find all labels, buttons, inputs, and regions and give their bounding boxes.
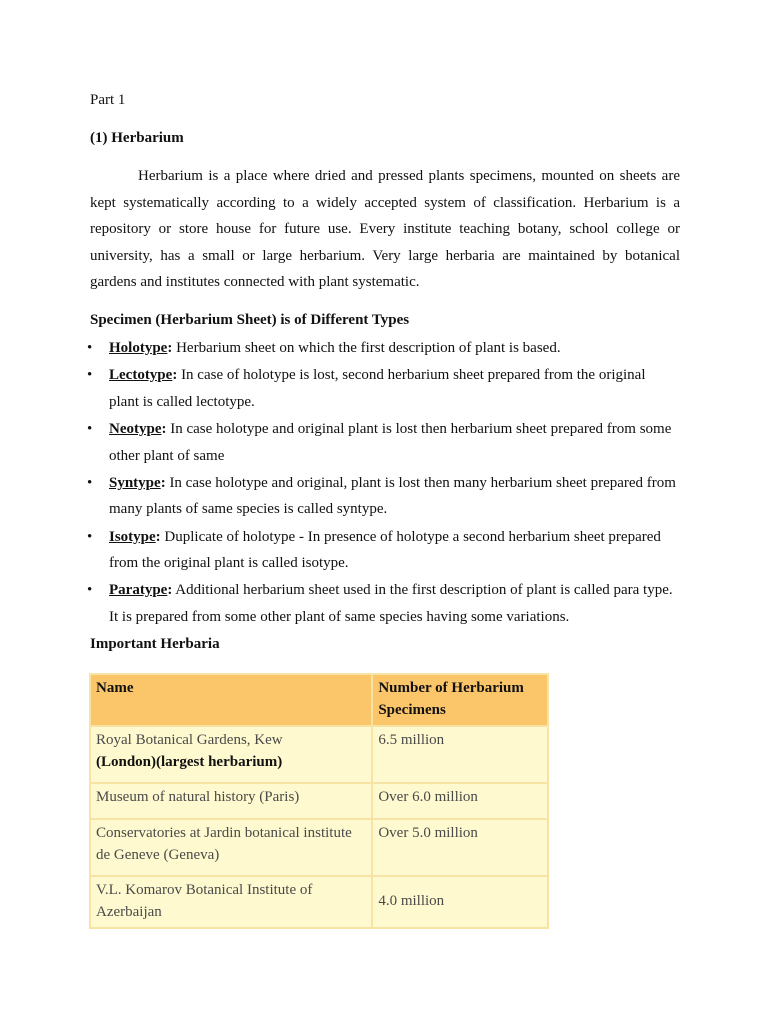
list-item: • Paratype: Additional herbarium sheet used in the first description of plant is called para type. It is prepared from some other plant of same species having some variations.: [0, 577, 679, 630]
type-description: Additional herbarium sheet used in the first description of plant is called para type. It is prepared from some other plant of same species having some variations.: [109, 582, 673, 625]
list-item: • Holotype: Herbarium sheet on which the first description of plant is based.: [0, 335, 679, 362]
herbaria-table: [89, 673, 549, 929]
type-description: In case holotype and original, plant is lost then many herbarium sheet prepared from many plants of same species is called syntype.: [109, 474, 676, 518]
cell-name: V.L. Komarov Botanical Institute of Azerbaijan: [90, 876, 372, 928]
cell-name-bold: (London)(largest herbarium): [96, 753, 283, 770]
list-item: • Lectotype: In case of holotype is lost, second herbarium sheet prepared from the original plant is called lectotype.: [0, 362, 679, 415]
type-term: Holotype: [109, 340, 168, 356]
table-row: [90, 876, 548, 928]
cell-count: 6.5 million: [372, 726, 548, 783]
specimen-types-list: [0, 335, 768, 631]
types-heading: Specimen (Herbarium Sheet) is of Different Types: [90, 312, 410, 328]
type-description: Herbarium sheet on which the first description of plant is based.: [172, 340, 561, 356]
intro-paragraph: [90, 163, 680, 296]
table-row: [90, 819, 548, 876]
type-term: Paratype: [109, 582, 168, 599]
type-term: Syntype: [109, 474, 161, 491]
cell-name: Museum of natural history (Paris): [90, 783, 372, 819]
section-heading: (1) Herbarium: [90, 130, 184, 146]
table-row: [90, 726, 548, 783]
bullet-icon: •: [87, 367, 93, 384]
herbaria-heading: Important Herbaria: [90, 636, 220, 652]
header-count: Number of Herbarium Specimens: [372, 674, 548, 726]
bullet-icon: •: [87, 582, 93, 599]
table-header-row: [90, 674, 548, 726]
list-item: • Isotype: Duplicate of holotype - In presence of holotype a second herbarium sheet prepared from the original plant is called isotype.: [0, 524, 679, 577]
bullet-icon: •: [87, 340, 93, 356]
cell-name: [90, 726, 372, 783]
table-row: [90, 783, 548, 819]
part-label: Part 1: [90, 92, 126, 108]
type-description: In case of holotype is lost, second herbarium sheet prepared from the original plant is called lectotype.: [109, 367, 646, 410]
list-item: • Neotype: In case holotype and original plant is lost then herbarium sheet prepared from some other plant of same: [0, 416, 679, 469]
cell-count: 4.0 million: [372, 876, 548, 928]
cell-name: Conservatories at Jardin botanical institute de Geneve (Geneva): [90, 819, 372, 876]
type-term: Lectotype: [109, 367, 173, 384]
bullet-icon: •: [87, 528, 93, 545]
list-item: • Syntype: In case holotype and original, plant is lost then many herbarium sheet prepared from many plants of same species is called syntype.: [0, 470, 679, 523]
cell-count: Over 6.0 million: [372, 783, 548, 819]
cell-count: Over 5.0 million: [372, 819, 548, 876]
type-description: In case holotype and original plant is lost then herbarium sheet prepared from some other plant of same: [109, 420, 672, 464]
header-name: Name: [90, 674, 372, 726]
bullet-icon: •: [87, 474, 93, 491]
bullet-icon: •: [87, 420, 93, 437]
type-description: Duplicate of holotype - In presence of holotype a second herbarium sheet prepared from the original plant is called isotype.: [109, 528, 661, 572]
cell-name-text: Royal Botanical Gardens, Kew: [96, 732, 283, 748]
type-term: Neotype: [109, 420, 162, 437]
type-term: Isotype: [109, 528, 156, 545]
intro-paragraph-text: Herbarium is a place where dried and pressed plants specimens, mounted on sheets are kept systematically according to a widely accepted system of classification. Herbarium is a repository or store house for future use. Every institute teaching botany, school college or university, has a small or large herbarium. Very large herbaria are maintained by botanical gardens and institutes connected with plant systematic.: [90, 168, 680, 291]
